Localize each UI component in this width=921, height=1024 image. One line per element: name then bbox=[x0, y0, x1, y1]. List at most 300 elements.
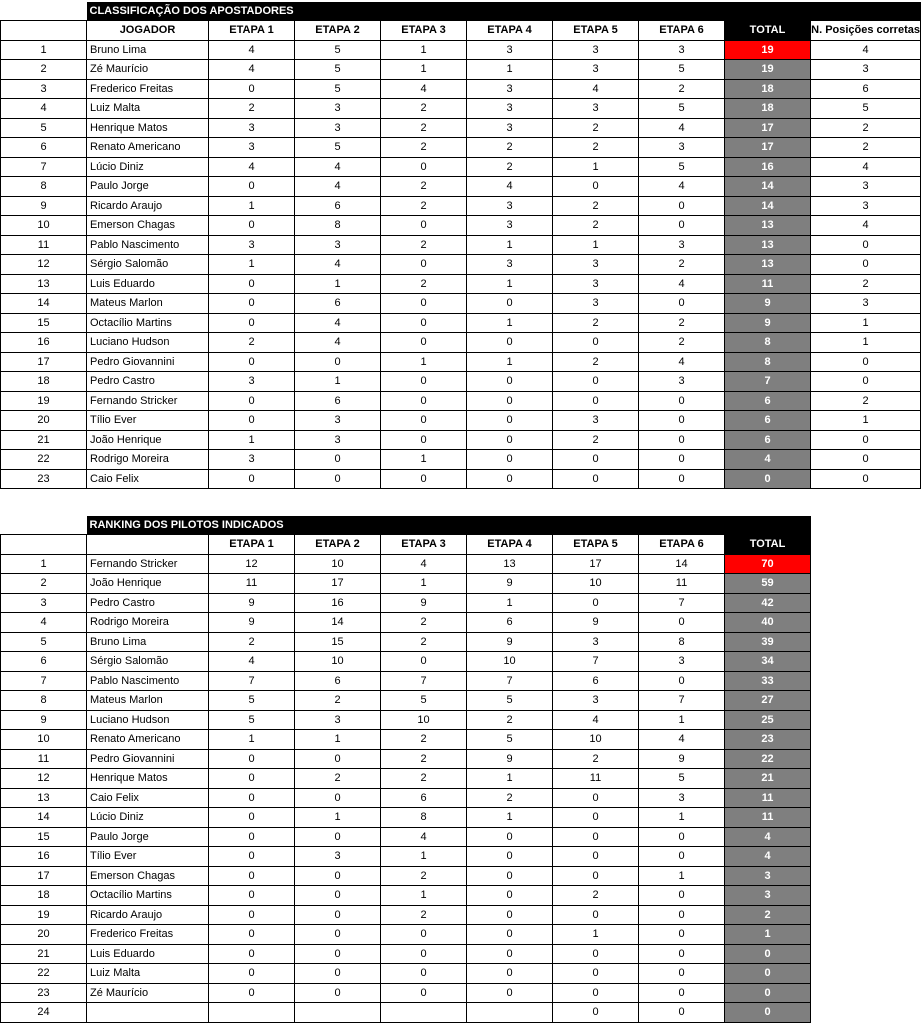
stage-cell: 2 bbox=[381, 274, 467, 294]
position-cell: 15 bbox=[1, 313, 87, 333]
total-cell: 13 bbox=[725, 235, 811, 255]
stage-cell: 2 bbox=[381, 196, 467, 216]
correct-cell: 0 bbox=[811, 235, 921, 255]
stage-cell: 14 bbox=[639, 554, 725, 574]
stage-cell: 9 bbox=[209, 613, 295, 633]
stage-cell: 5 bbox=[209, 710, 295, 730]
table-row bbox=[1, 593, 811, 613]
stage-cell: 5 bbox=[295, 60, 381, 80]
name-cell: Lúcio Diniz bbox=[87, 808, 209, 828]
total-cell: 4 bbox=[725, 827, 811, 847]
header-total: TOTAL bbox=[725, 535, 811, 555]
stage-cell: 1 bbox=[381, 847, 467, 867]
stage-cell: 0 bbox=[295, 450, 381, 470]
table-row bbox=[1, 710, 811, 730]
correct-cell: 3 bbox=[811, 177, 921, 197]
name-cell: Paulo Jorge bbox=[87, 177, 209, 197]
correct-cell: 1 bbox=[811, 333, 921, 353]
stage-cell: 0 bbox=[295, 469, 381, 489]
position-cell: 7 bbox=[1, 157, 87, 177]
stage-cell: 5 bbox=[295, 79, 381, 99]
name-cell: Fernando Stricker bbox=[87, 554, 209, 574]
stage-cell: 3 bbox=[295, 235, 381, 255]
stage-cell: 0 bbox=[639, 216, 725, 236]
stage-cell: 0 bbox=[209, 847, 295, 867]
stage-cell: 1 bbox=[381, 574, 467, 594]
position-cell: 6 bbox=[1, 652, 87, 672]
total-cell: 19 bbox=[725, 40, 811, 60]
position-cell: 2 bbox=[1, 60, 87, 80]
stage-cell: 11 bbox=[209, 574, 295, 594]
stage-cell: 0 bbox=[295, 905, 381, 925]
position-cell: 22 bbox=[1, 450, 87, 470]
name-cell: Mateus Marlon bbox=[87, 294, 209, 314]
stage-cell: 5 bbox=[209, 691, 295, 711]
stage-cell: 1 bbox=[467, 60, 553, 80]
stage-cell: 0 bbox=[467, 411, 553, 431]
stage-cell: 4 bbox=[639, 730, 725, 750]
stage-cell: 4 bbox=[553, 79, 639, 99]
stage-cell: 0 bbox=[209, 944, 295, 964]
name-cell: Ricardo Araujo bbox=[87, 905, 209, 925]
position-cell: 13 bbox=[1, 788, 87, 808]
stage-cell: 1 bbox=[467, 769, 553, 789]
correct-cell: 5 bbox=[811, 99, 921, 119]
stage-cell: 0 bbox=[639, 1003, 725, 1023]
stage-cell: 3 bbox=[209, 235, 295, 255]
total-cell: 0 bbox=[725, 1003, 811, 1023]
header-stage: ETAPA 5 bbox=[553, 21, 639, 41]
name-cell: Luciano Hudson bbox=[87, 710, 209, 730]
total-cell: 22 bbox=[725, 749, 811, 769]
stage-cell: 3 bbox=[553, 691, 639, 711]
name-cell: Luciano Hudson bbox=[87, 333, 209, 353]
stage-cell: 0 bbox=[467, 925, 553, 945]
stage-cell: 0 bbox=[295, 788, 381, 808]
stage-cell: 0 bbox=[467, 294, 553, 314]
drivers-table bbox=[0, 516, 811, 1023]
total-cell: 6 bbox=[725, 391, 811, 411]
table-row bbox=[1, 294, 921, 314]
stage-cell: 1 bbox=[209, 255, 295, 275]
header-stage: ETAPA 2 bbox=[295, 535, 381, 555]
stage-cell: 2 bbox=[381, 769, 467, 789]
stage-cell: 0 bbox=[209, 177, 295, 197]
total-cell: 3 bbox=[725, 886, 811, 906]
stage-cell: 0 bbox=[381, 255, 467, 275]
position-cell: 17 bbox=[1, 866, 87, 886]
table-row bbox=[1, 274, 921, 294]
stage-cell: 2 bbox=[381, 235, 467, 255]
stage-cell: 1 bbox=[381, 40, 467, 60]
header-stage: ETAPA 6 bbox=[639, 535, 725, 555]
stage-cell: 0 bbox=[209, 769, 295, 789]
stage-cell: 3 bbox=[295, 411, 381, 431]
stage-cell: 3 bbox=[553, 40, 639, 60]
position-cell: 23 bbox=[1, 983, 87, 1003]
stage-cell: 0 bbox=[639, 411, 725, 431]
stage-cell: 2 bbox=[639, 79, 725, 99]
stage-cell: 4 bbox=[209, 157, 295, 177]
stage-cell: 3 bbox=[295, 99, 381, 119]
stage-cell: 0 bbox=[381, 333, 467, 353]
table-row bbox=[1, 99, 921, 119]
table-row bbox=[1, 652, 811, 672]
stage-cell: 0 bbox=[209, 886, 295, 906]
stage-cell: 0 bbox=[381, 372, 467, 392]
stage-cell: 0 bbox=[639, 944, 725, 964]
name-cell: Sérgio Salomão bbox=[87, 652, 209, 672]
stage-cell: 0 bbox=[639, 827, 725, 847]
stage-cell: 3 bbox=[553, 411, 639, 431]
total-cell: 4 bbox=[725, 450, 811, 470]
name-cell: Pedro Castro bbox=[87, 372, 209, 392]
stage-cell: 2 bbox=[381, 177, 467, 197]
stage-cell: 0 bbox=[467, 333, 553, 353]
stage-cell: 0 bbox=[467, 827, 553, 847]
stage-cell: 1 bbox=[295, 274, 381, 294]
stage-cell: 0 bbox=[381, 652, 467, 672]
stage-cell: 8 bbox=[639, 632, 725, 652]
table-row bbox=[1, 255, 921, 275]
total-cell: 9 bbox=[725, 313, 811, 333]
table-row bbox=[1, 196, 921, 216]
stage-cell: 0 bbox=[553, 593, 639, 613]
table-row bbox=[1, 60, 921, 80]
table-row bbox=[1, 730, 811, 750]
stage-cell: 1 bbox=[467, 352, 553, 372]
table-row bbox=[1, 808, 811, 828]
header-correct: N. Posições corretas bbox=[811, 21, 921, 41]
stage-cell: 3 bbox=[553, 60, 639, 80]
correct-cell: 0 bbox=[811, 352, 921, 372]
correct-cell: 1 bbox=[811, 313, 921, 333]
stage-cell: 0 bbox=[639, 294, 725, 314]
correct-cell: 0 bbox=[811, 255, 921, 275]
position-cell: 4 bbox=[1, 99, 87, 119]
total-cell: 1 bbox=[725, 925, 811, 945]
correct-cell: 2 bbox=[811, 274, 921, 294]
stage-cell: 1 bbox=[467, 593, 553, 613]
stage-cell: 3 bbox=[467, 99, 553, 119]
stage-cell: 0 bbox=[209, 925, 295, 945]
position-cell: 12 bbox=[1, 769, 87, 789]
name-cell: Pedro Castro bbox=[87, 593, 209, 613]
stage-cell: 0 bbox=[467, 944, 553, 964]
total-cell: 70 bbox=[725, 554, 811, 574]
stage-cell: 0 bbox=[553, 469, 639, 489]
name-cell: Renato Americano bbox=[87, 138, 209, 158]
stage-cell: 5 bbox=[381, 691, 467, 711]
stage-cell: 9 bbox=[467, 632, 553, 652]
stage-cell: 8 bbox=[381, 808, 467, 828]
stage-cell: 0 bbox=[209, 274, 295, 294]
table-row bbox=[1, 411, 921, 431]
total-cell: 6 bbox=[725, 411, 811, 431]
correct-cell: 3 bbox=[811, 294, 921, 314]
stage-cell: 2 bbox=[381, 866, 467, 886]
stage-cell: 10 bbox=[553, 574, 639, 594]
stage-cell: 1 bbox=[295, 730, 381, 750]
position-cell: 4 bbox=[1, 613, 87, 633]
stage-cell: 2 bbox=[209, 99, 295, 119]
table-row bbox=[1, 574, 811, 594]
stage-cell: 1 bbox=[209, 196, 295, 216]
name-cell bbox=[87, 1003, 209, 1023]
stage-cell: 0 bbox=[209, 469, 295, 489]
stage-cell: 4 bbox=[639, 177, 725, 197]
table-row bbox=[1, 333, 921, 353]
header-stage: ETAPA 2 bbox=[295, 21, 381, 41]
stage-cell: 5 bbox=[295, 138, 381, 158]
total-cell: 40 bbox=[725, 613, 811, 633]
position-cell: 19 bbox=[1, 391, 87, 411]
stage-cell: 7 bbox=[639, 691, 725, 711]
stage-cell: 3 bbox=[467, 79, 553, 99]
stage-cell: 2 bbox=[553, 749, 639, 769]
stage-cell: 0 bbox=[553, 788, 639, 808]
position-cell: 22 bbox=[1, 964, 87, 984]
stage-cell: 0 bbox=[209, 411, 295, 431]
stage-cell bbox=[295, 1003, 381, 1023]
stage-cell: 2 bbox=[553, 352, 639, 372]
stage-cell: 0 bbox=[553, 827, 639, 847]
standings-table bbox=[0, 2, 921, 489]
stage-cell: 1 bbox=[381, 450, 467, 470]
stage-cell: 0 bbox=[209, 294, 295, 314]
stage-cell: 1 bbox=[467, 235, 553, 255]
header-stage: ETAPA 3 bbox=[381, 535, 467, 555]
stage-cell: 10 bbox=[295, 652, 381, 672]
stage-cell: 0 bbox=[553, 333, 639, 353]
stage-cell: 2 bbox=[381, 118, 467, 138]
table-row bbox=[1, 313, 921, 333]
name-cell: Zé Maurício bbox=[87, 60, 209, 80]
stage-cell: 0 bbox=[381, 391, 467, 411]
position-cell: 6 bbox=[1, 138, 87, 158]
name-cell: Paulo Jorge bbox=[87, 827, 209, 847]
correct-cell: 4 bbox=[811, 157, 921, 177]
total-cell: 11 bbox=[725, 808, 811, 828]
header-total: TOTAL bbox=[725, 21, 811, 41]
name-cell: Sérgio Salomão bbox=[87, 255, 209, 275]
stage-cell: 2 bbox=[209, 333, 295, 353]
stage-cell: 2 bbox=[381, 99, 467, 119]
stage-cell: 0 bbox=[553, 808, 639, 828]
stage-cell: 4 bbox=[295, 333, 381, 353]
stage-cell: 2 bbox=[639, 333, 725, 353]
stage-cell: 2 bbox=[467, 157, 553, 177]
stage-cell: 0 bbox=[553, 944, 639, 964]
header-cell bbox=[1, 21, 87, 41]
name-cell: Luiz Malta bbox=[87, 99, 209, 119]
correct-cell: 0 bbox=[811, 469, 921, 489]
stage-cell: 0 bbox=[467, 866, 553, 886]
stage-cell: 1 bbox=[381, 352, 467, 372]
stage-cell: 1 bbox=[295, 372, 381, 392]
stage-cell: 16 bbox=[295, 593, 381, 613]
stage-cell: 6 bbox=[295, 391, 381, 411]
stage-cell: 9 bbox=[209, 593, 295, 613]
stage-cell: 0 bbox=[295, 886, 381, 906]
name-cell: João Henrique bbox=[87, 574, 209, 594]
stage-cell: 12 bbox=[209, 554, 295, 574]
total-cell: 23 bbox=[725, 730, 811, 750]
stage-cell: 13 bbox=[467, 554, 553, 574]
stage-cell: 1 bbox=[553, 157, 639, 177]
stage-cell: 0 bbox=[467, 964, 553, 984]
stage-cell: 10 bbox=[295, 554, 381, 574]
name-cell: Rodrigo Moreira bbox=[87, 613, 209, 633]
correct-cell: 0 bbox=[811, 372, 921, 392]
stage-cell: 4 bbox=[639, 352, 725, 372]
stage-cell: 7 bbox=[553, 652, 639, 672]
position-cell: 12 bbox=[1, 255, 87, 275]
position-cell: 20 bbox=[1, 925, 87, 945]
position-cell: 21 bbox=[1, 430, 87, 450]
stage-cell: 0 bbox=[553, 450, 639, 470]
stage-cell: 10 bbox=[381, 710, 467, 730]
position-cell: 2 bbox=[1, 574, 87, 594]
table-row bbox=[1, 847, 811, 867]
name-cell: Tílio Ever bbox=[87, 847, 209, 867]
stage-cell: 0 bbox=[553, 177, 639, 197]
stage-cell: 0 bbox=[553, 983, 639, 1003]
header-stage: ETAPA 4 bbox=[467, 535, 553, 555]
stage-cell: 0 bbox=[209, 983, 295, 1003]
header-stage: ETAPA 5 bbox=[553, 535, 639, 555]
stage-cell: 9 bbox=[467, 749, 553, 769]
stage-cell: 0 bbox=[467, 372, 553, 392]
stage-cell: 3 bbox=[639, 235, 725, 255]
stage-cell: 0 bbox=[295, 983, 381, 1003]
stage-cell: 0 bbox=[553, 905, 639, 925]
stage-cell: 0 bbox=[209, 905, 295, 925]
stage-cell: 0 bbox=[381, 944, 467, 964]
position-cell: 5 bbox=[1, 632, 87, 652]
name-cell: Emerson Chagas bbox=[87, 866, 209, 886]
name-cell: Octacílio Martins bbox=[87, 313, 209, 333]
drivers-title: RANKING DOS PILOTOS INDICADOS bbox=[87, 516, 811, 535]
stage-cell: 2 bbox=[639, 255, 725, 275]
table-row bbox=[1, 827, 811, 847]
table-row bbox=[1, 749, 811, 769]
stage-cell: 1 bbox=[639, 710, 725, 730]
name-cell: Bruno Lima bbox=[87, 632, 209, 652]
stage-cell: 2 bbox=[295, 769, 381, 789]
position-cell: 9 bbox=[1, 196, 87, 216]
table-row bbox=[1, 157, 921, 177]
stage-cell: 0 bbox=[467, 469, 553, 489]
stage-cell: 15 bbox=[295, 632, 381, 652]
position-cell: 23 bbox=[1, 469, 87, 489]
stage-cell: 3 bbox=[639, 40, 725, 60]
name-cell: Pedro Giovannini bbox=[87, 749, 209, 769]
total-cell: 18 bbox=[725, 99, 811, 119]
stage-cell: 1 bbox=[467, 313, 553, 333]
header-stage: ETAPA 6 bbox=[639, 21, 725, 41]
position-cell: 14 bbox=[1, 294, 87, 314]
stage-cell: 2 bbox=[553, 430, 639, 450]
stage-cell: 0 bbox=[209, 216, 295, 236]
stage-cell: 0 bbox=[381, 157, 467, 177]
stage-cell bbox=[381, 1003, 467, 1023]
stage-cell: 0 bbox=[295, 352, 381, 372]
stage-cell: 0 bbox=[209, 808, 295, 828]
total-cell: 6 bbox=[725, 430, 811, 450]
stage-cell: 1 bbox=[381, 60, 467, 80]
stage-cell: 2 bbox=[553, 138, 639, 158]
stage-cell: 3 bbox=[467, 40, 553, 60]
stage-cell: 0 bbox=[639, 905, 725, 925]
stage-cell: 2 bbox=[639, 313, 725, 333]
total-cell: 11 bbox=[725, 788, 811, 808]
position-cell: 17 bbox=[1, 352, 87, 372]
total-cell: 0 bbox=[725, 964, 811, 984]
stage-cell: 0 bbox=[467, 886, 553, 906]
position-cell: 16 bbox=[1, 333, 87, 353]
position-cell: 11 bbox=[1, 749, 87, 769]
stage-cell: 0 bbox=[639, 469, 725, 489]
correct-cell: 2 bbox=[811, 391, 921, 411]
stage-cell: 2 bbox=[381, 905, 467, 925]
stage-cell: 2 bbox=[209, 632, 295, 652]
table-row bbox=[1, 944, 811, 964]
stage-cell: 3 bbox=[639, 652, 725, 672]
name-cell: Luiz Malta bbox=[87, 964, 209, 984]
stage-cell: 3 bbox=[639, 372, 725, 392]
stage-cell: 3 bbox=[467, 196, 553, 216]
stage-cell: 14 bbox=[295, 613, 381, 633]
stage-cell: 1 bbox=[209, 430, 295, 450]
total-cell: 39 bbox=[725, 632, 811, 652]
stage-cell bbox=[467, 1003, 553, 1023]
stage-cell: 4 bbox=[295, 157, 381, 177]
total-cell: 2 bbox=[725, 905, 811, 925]
stage-cell: 2 bbox=[467, 788, 553, 808]
table-row bbox=[1, 235, 921, 255]
stage-cell: 1 bbox=[295, 808, 381, 828]
total-cell: 42 bbox=[725, 593, 811, 613]
table-row bbox=[1, 886, 811, 906]
table-row bbox=[1, 430, 921, 450]
header-cell bbox=[87, 535, 209, 555]
stage-cell: 0 bbox=[553, 391, 639, 411]
correct-cell: 1 bbox=[811, 411, 921, 431]
position-cell: 5 bbox=[1, 118, 87, 138]
correct-cell: 6 bbox=[811, 79, 921, 99]
stage-cell: 5 bbox=[295, 40, 381, 60]
stage-cell: 0 bbox=[295, 925, 381, 945]
name-cell: Emerson Chagas bbox=[87, 216, 209, 236]
stage-cell: 2 bbox=[381, 749, 467, 769]
total-cell: 13 bbox=[725, 255, 811, 275]
stage-cell: 2 bbox=[553, 196, 639, 216]
stage-cell: 5 bbox=[639, 769, 725, 789]
stage-cell: 0 bbox=[553, 866, 639, 886]
position-cell: 1 bbox=[1, 554, 87, 574]
stage-cell: 0 bbox=[209, 313, 295, 333]
position-cell: 11 bbox=[1, 235, 87, 255]
table-row bbox=[1, 905, 811, 925]
stage-cell: 3 bbox=[295, 847, 381, 867]
stage-cell: 0 bbox=[209, 866, 295, 886]
correct-cell: 0 bbox=[811, 450, 921, 470]
name-cell: Frederico Freitas bbox=[87, 925, 209, 945]
name-cell: Octacílio Martins bbox=[87, 886, 209, 906]
position-cell: 1 bbox=[1, 40, 87, 60]
name-cell: Caio Felix bbox=[87, 469, 209, 489]
